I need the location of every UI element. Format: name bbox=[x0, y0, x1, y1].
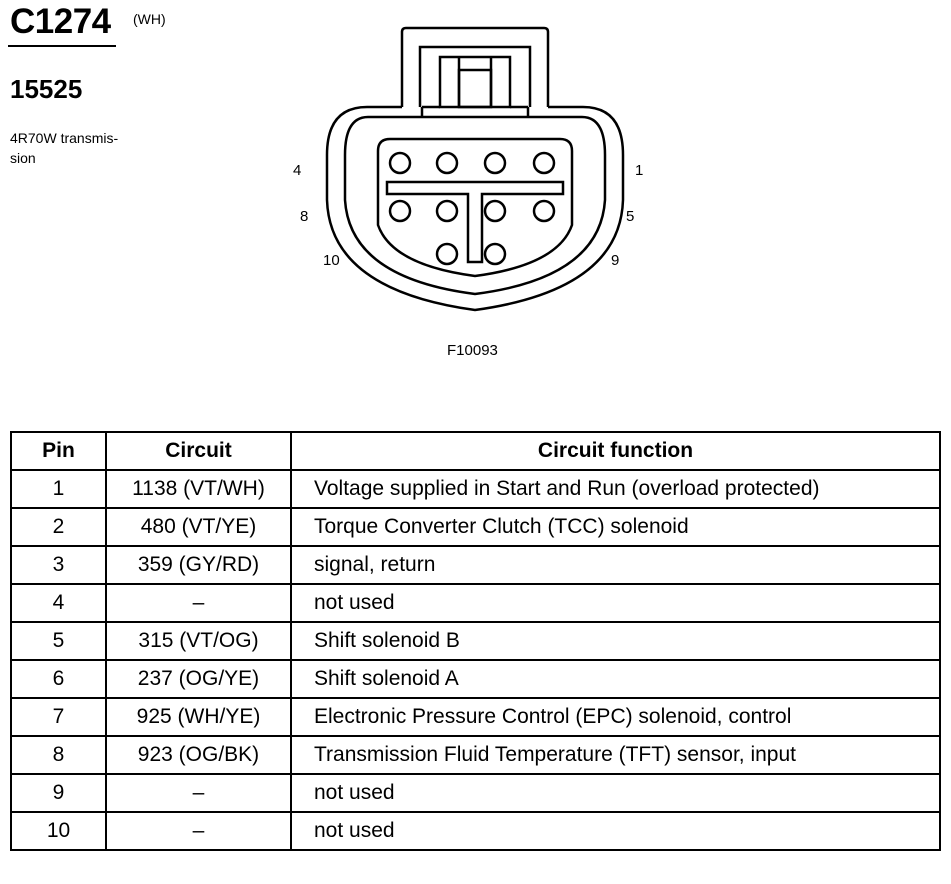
circuit-cell: 923 (OG/BK) bbox=[106, 736, 291, 774]
pin-label: 10 bbox=[323, 252, 340, 269]
function-cell: Shift solenoid B bbox=[291, 622, 940, 660]
pin-label: 1 bbox=[635, 162, 644, 179]
pin-cell: 3 bbox=[11, 546, 106, 584]
function-cell: not used bbox=[291, 774, 940, 812]
pin-cell: 6 bbox=[11, 660, 106, 698]
function-cell: not used bbox=[291, 584, 940, 622]
locking-tab-outer bbox=[402, 28, 548, 107]
table-row bbox=[11, 774, 940, 812]
pin-cell: 5 bbox=[11, 622, 106, 660]
connector-id-underline bbox=[8, 45, 116, 47]
pin-cavity bbox=[485, 244, 505, 264]
pin-cell: 4 bbox=[11, 584, 106, 622]
pin-cell: 1 bbox=[11, 470, 106, 508]
table-row bbox=[11, 812, 940, 850]
table-row bbox=[11, 660, 940, 698]
color-code: (WH) bbox=[133, 11, 166, 27]
circuit-cell: – bbox=[106, 584, 291, 622]
pin-cell: 7 bbox=[11, 698, 106, 736]
table-row bbox=[11, 508, 940, 546]
circuit-cell: 1138 (VT/WH) bbox=[106, 470, 291, 508]
function-cell: signal, return bbox=[291, 546, 940, 584]
connector-face-diagram bbox=[290, 20, 660, 360]
function-cell: Transmission Fluid Temperature (TFT) sensor, input bbox=[291, 736, 940, 774]
pin-cell: 2 bbox=[11, 508, 106, 546]
description-line-2: sion bbox=[10, 150, 36, 166]
connector-description bbox=[10, 128, 118, 168]
housing-inner bbox=[345, 117, 605, 294]
description-line-1: 4R70W transmis- bbox=[10, 130, 119, 146]
pin-cell: 9 bbox=[11, 774, 106, 812]
pin-cavity bbox=[534, 153, 554, 173]
circuit-cell: 237 (OG/YE) bbox=[106, 660, 291, 698]
function-cell: Torque Converter Clutch (TCC) solenoid bbox=[291, 508, 940, 546]
pin-label: 8 bbox=[300, 208, 309, 225]
pin-table bbox=[10, 431, 941, 851]
table-row bbox=[11, 698, 940, 736]
pin-cavity bbox=[437, 244, 457, 264]
function-cell: Electronic Pressure Control (EPC) solenoid, control bbox=[291, 698, 940, 736]
pin-cavity bbox=[437, 201, 457, 221]
pin-cell: 10 bbox=[11, 812, 106, 850]
circuit-cell: 359 (GY/RD) bbox=[106, 546, 291, 584]
pin-cavity bbox=[485, 201, 505, 221]
pin-cavity bbox=[437, 153, 457, 173]
pin-label: 9 bbox=[611, 252, 620, 269]
table-row bbox=[11, 736, 940, 774]
part-number: 15525 bbox=[10, 74, 83, 104]
circuit-cell: 480 (VT/YE) bbox=[106, 508, 291, 546]
function-cell: not used bbox=[291, 812, 940, 850]
pin-cavity bbox=[485, 153, 505, 173]
function-cell: Voltage supplied in Start and Run (overload protected) bbox=[291, 470, 940, 508]
column-header-pin: Pin bbox=[11, 432, 106, 470]
table-row bbox=[11, 470, 940, 508]
connector-id: C1274 bbox=[10, 2, 111, 41]
table-row bbox=[11, 622, 940, 660]
table-row bbox=[11, 584, 940, 622]
pin-label: 4 bbox=[293, 162, 302, 179]
housing-outer bbox=[327, 107, 623, 310]
pin-cavity bbox=[390, 201, 410, 221]
pin-cavity bbox=[534, 201, 554, 221]
pin-cavity-outline bbox=[378, 139, 572, 276]
circuit-cell: – bbox=[106, 812, 291, 850]
pin-cavity bbox=[390, 153, 410, 173]
column-header-circuit: Circuit bbox=[106, 432, 291, 470]
latch-slot bbox=[459, 70, 491, 107]
circuit-cell: 315 (VT/OG) bbox=[106, 622, 291, 660]
figure-id: F10093 bbox=[447, 342, 498, 359]
function-cell: Shift solenoid A bbox=[291, 660, 940, 698]
circuit-cell: – bbox=[106, 774, 291, 812]
pin-label: 5 bbox=[626, 208, 635, 225]
table-row bbox=[11, 546, 940, 584]
table-header-row bbox=[11, 432, 940, 470]
keying-rib bbox=[387, 182, 563, 262]
latch bbox=[440, 57, 510, 107]
column-header-function: Circuit function bbox=[291, 432, 940, 470]
circuit-cell: 925 (WH/YE) bbox=[106, 698, 291, 736]
pin-cell: 8 bbox=[11, 736, 106, 774]
